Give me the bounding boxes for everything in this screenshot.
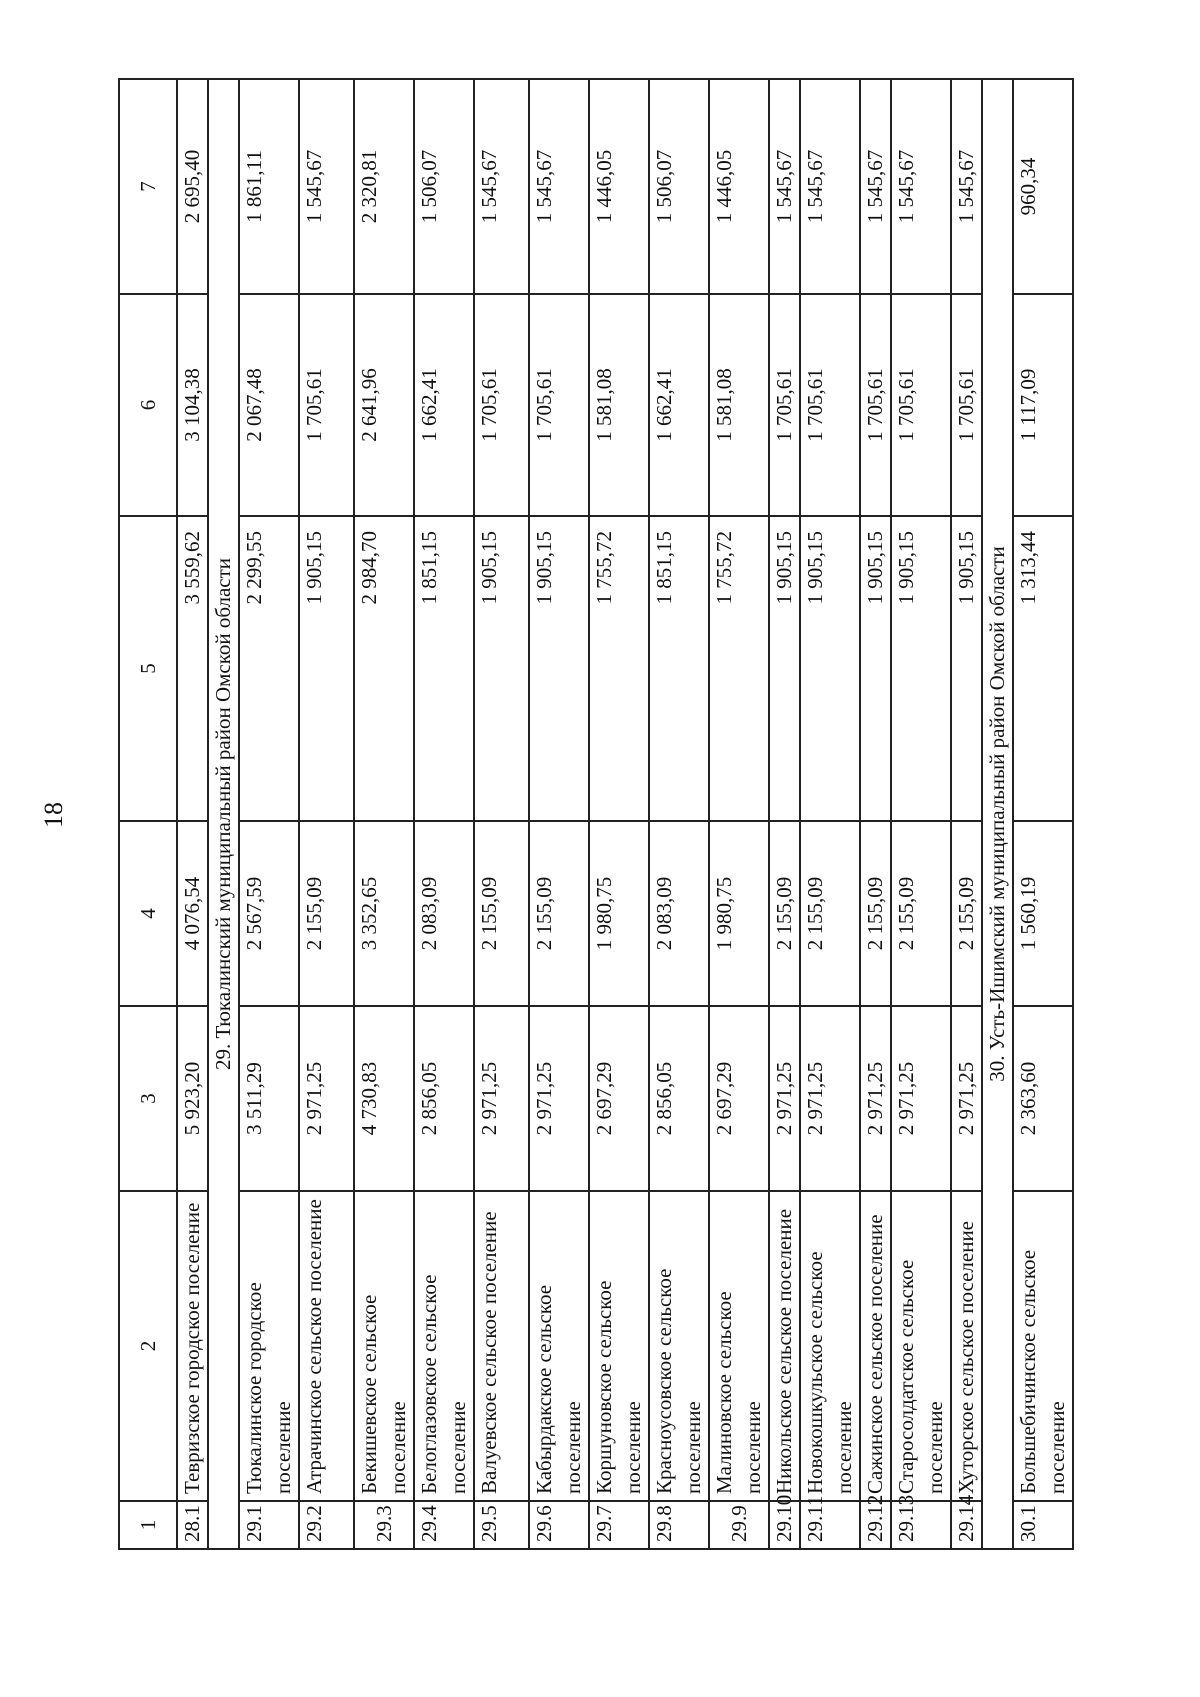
row-number: 29.6 — [529, 1501, 589, 1549]
settlement-name: Бекишевское сельское поселение — [354, 1191, 414, 1501]
row-number: 29.9 — [709, 1501, 769, 1549]
value-col-7: 1 545,67 — [951, 79, 982, 294]
table-row — [239, 79, 299, 1549]
table-row — [177, 79, 208, 1549]
settlement-name: Сажинское сельское поселение — [860, 1191, 891, 1501]
value-col-6: 1 705,61 — [860, 294, 891, 516]
settlement-name: Никольское сельское поселение — [769, 1191, 800, 1501]
row-number: 29.8 — [649, 1501, 709, 1549]
settlement-name: Хуторское сельское поселение — [951, 1191, 982, 1501]
value-col-4: 2 155,09 — [860, 821, 891, 1006]
value-col-4: 4 076,54 — [177, 821, 208, 1006]
row-number: 29.3 — [354, 1501, 414, 1549]
table-row — [529, 79, 589, 1549]
value-col-4: 2 155,09 — [951, 821, 982, 1006]
row-number: 29.14 — [951, 1501, 982, 1549]
settlement-name: Большебичинское сельское поселение — [1013, 1191, 1073, 1501]
value-col-5: 1 905,15 — [951, 516, 982, 821]
value-col-6: 1 705,61 — [800, 294, 860, 516]
value-col-4: 2 083,09 — [649, 821, 709, 1006]
row-number: 29.5 — [474, 1501, 529, 1549]
value-col-6: 1 705,61 — [891, 294, 951, 516]
value-col-5: 2 984,70 — [354, 516, 414, 821]
table-row — [800, 79, 860, 1549]
value-col-4: 2 155,09 — [769, 821, 800, 1006]
settlement-name: Тюкалинское городское поселение — [239, 1191, 299, 1501]
header-col-6: 6 — [119, 294, 177, 516]
value-col-7: 1 446,05 — [589, 79, 649, 294]
value-col-5: 1 755,72 — [709, 516, 769, 821]
value-col-6: 1 705,61 — [951, 294, 982, 516]
value-col-7: 1 506,07 — [649, 79, 709, 294]
settlement-name: Новокошкульское сельское поселение — [800, 1191, 860, 1501]
value-col-6: 1 662,41 — [649, 294, 709, 516]
value-col-3: 2 363,60 — [1013, 1006, 1073, 1191]
value-col-4: 2 083,09 — [414, 821, 474, 1006]
value-col-5: 2 299,55 — [239, 516, 299, 821]
value-col-3: 2 971,25 — [800, 1006, 860, 1191]
section-row — [208, 79, 239, 1549]
value-col-4: 2 155,09 — [299, 821, 354, 1006]
value-col-7: 1 545,67 — [299, 79, 354, 294]
value-col-3: 2 971,25 — [891, 1006, 951, 1191]
row-number: 29.7 — [589, 1501, 649, 1549]
value-col-7: 1 545,67 — [529, 79, 589, 294]
settlement-name: Старосолдатское сельское поселение — [891, 1191, 951, 1501]
table-row — [891, 79, 951, 1549]
table-row — [709, 79, 769, 1549]
value-col-5: 1 851,15 — [414, 516, 474, 821]
row-number: 29.1 — [239, 1501, 299, 1549]
value-col-3: 2 971,25 — [951, 1006, 982, 1191]
value-col-3: 2 697,29 — [589, 1006, 649, 1191]
value-col-5: 1 905,15 — [891, 516, 951, 821]
value-col-5: 1 313,44 — [1013, 516, 1073, 821]
value-col-7: 1 545,67 — [891, 79, 951, 294]
value-col-3: 2 971,25 — [474, 1006, 529, 1191]
table-row — [354, 79, 414, 1549]
value-col-4: 1 980,75 — [589, 821, 649, 1006]
value-col-3: 2 856,05 — [414, 1006, 474, 1191]
value-col-3: 2 971,25 — [860, 1006, 891, 1191]
section-title: 29. Тюкалинский муниципальный район Омской области — [208, 79, 239, 1549]
value-col-6: 1 581,08 — [709, 294, 769, 516]
value-col-4: 1 980,75 — [709, 821, 769, 1006]
value-col-6: 2 641,96 — [354, 294, 414, 516]
row-number: 29.11 — [800, 1501, 860, 1549]
table-row — [649, 79, 709, 1549]
value-col-7: 960,34 — [1013, 79, 1073, 294]
table-row — [299, 79, 354, 1549]
table-row — [951, 79, 982, 1549]
value-col-4: 1 560,19 — [1013, 821, 1073, 1006]
value-col-3: 2 971,25 — [529, 1006, 589, 1191]
value-col-5: 1 905,15 — [529, 516, 589, 821]
tariff-table — [118, 78, 1074, 1550]
value-col-6: 1 662,41 — [414, 294, 474, 516]
table-body — [119, 79, 1073, 1549]
row-number: 29.4 — [414, 1501, 474, 1549]
settlement-name: Валуевское сельское поселение — [474, 1191, 529, 1501]
value-col-3: 2 856,05 — [649, 1006, 709, 1191]
header-col-3: 3 — [119, 1006, 177, 1191]
value-col-5: 1 905,15 — [769, 516, 800, 821]
settlement-name: Белоглазовское сельское поселение — [414, 1191, 474, 1501]
value-col-6: 2 067,48 — [239, 294, 299, 516]
value-col-7: 1 545,67 — [769, 79, 800, 294]
table-row — [769, 79, 800, 1549]
table-row — [1013, 79, 1073, 1549]
value-col-7: 1 506,07 — [414, 79, 474, 294]
row-number: 29.13 — [891, 1501, 951, 1549]
value-col-7: 1 446,05 — [709, 79, 769, 294]
table-row — [414, 79, 474, 1549]
row-number: 28.1 — [177, 1501, 208, 1549]
row-number: 29.2 — [299, 1501, 354, 1549]
section-title: 30. Усть-Ишимский муниципальный район Омской области — [982, 79, 1013, 1549]
value-col-6: 1 117,09 — [1013, 294, 1073, 516]
value-col-6: 1 581,08 — [589, 294, 649, 516]
value-col-4: 2 155,09 — [529, 821, 589, 1006]
value-col-4: 2 567,59 — [239, 821, 299, 1006]
rotated-table-container — [118, 80, 1069, 1550]
settlement-name: Красноусовское сельское поселение — [649, 1191, 709, 1501]
value-col-3: 4 730,83 — [354, 1006, 414, 1191]
value-col-7: 2 695,40 — [177, 79, 208, 294]
section-row — [982, 79, 1013, 1549]
value-col-3: 2 697,29 — [709, 1006, 769, 1191]
table-row — [474, 79, 529, 1549]
value-col-3: 2 971,25 — [769, 1006, 800, 1191]
value-col-6: 1 705,61 — [769, 294, 800, 516]
row-number: 29.12 — [860, 1501, 891, 1549]
value-col-3: 2 971,25 — [299, 1006, 354, 1191]
value-col-5: 1 905,15 — [800, 516, 860, 821]
value-col-7: 1 545,67 — [860, 79, 891, 294]
value-col-5: 1 905,15 — [860, 516, 891, 821]
row-number: 30.1 — [1013, 1501, 1073, 1549]
value-col-4: 3 352,65 — [354, 821, 414, 1006]
value-col-6: 1 705,61 — [474, 294, 529, 516]
settlement-name: Атрачинское сельское поселение — [299, 1191, 354, 1501]
table-row — [589, 79, 649, 1549]
page-number: 18 — [39, 802, 68, 828]
value-col-7: 1 545,67 — [800, 79, 860, 294]
header-row — [119, 79, 177, 1549]
header-col-4: 4 — [119, 821, 177, 1006]
value-col-5: 3 559,62 — [177, 516, 208, 821]
settlement-name: Малиновское сельское поселение — [709, 1191, 769, 1501]
value-col-7: 1 861,11 — [239, 79, 299, 294]
row-number: 29.10 — [769, 1501, 800, 1549]
value-col-6: 1 705,61 — [529, 294, 589, 516]
value-col-3: 3 511,29 — [239, 1006, 299, 1191]
table-row — [860, 79, 891, 1549]
value-col-4: 2 155,09 — [474, 821, 529, 1006]
header-col-2: 2 — [119, 1191, 177, 1501]
settlement-name: Кабырдакское сельское поселение — [529, 1191, 589, 1501]
value-col-4: 2 155,09 — [891, 821, 951, 1006]
header-col-7: 7 — [119, 79, 177, 294]
value-col-5: 1 905,15 — [474, 516, 529, 821]
value-col-5: 1 755,72 — [589, 516, 649, 821]
value-col-7: 1 545,67 — [474, 79, 529, 294]
header-col-1: 1 — [119, 1501, 177, 1549]
value-col-5: 1 851,15 — [649, 516, 709, 821]
settlement-name: Тевризское городское поселение — [177, 1191, 208, 1501]
value-col-6: 3 104,38 — [177, 294, 208, 516]
value-col-3: 5 923,20 — [177, 1006, 208, 1191]
value-col-6: 1 705,61 — [299, 294, 354, 516]
header-col-5: 5 — [119, 516, 177, 821]
value-col-4: 2 155,09 — [800, 821, 860, 1006]
value-col-5: 1 905,15 — [299, 516, 354, 821]
value-col-7: 2 320,81 — [354, 79, 414, 294]
settlement-name: Коршуновское сельское поселение — [589, 1191, 649, 1501]
